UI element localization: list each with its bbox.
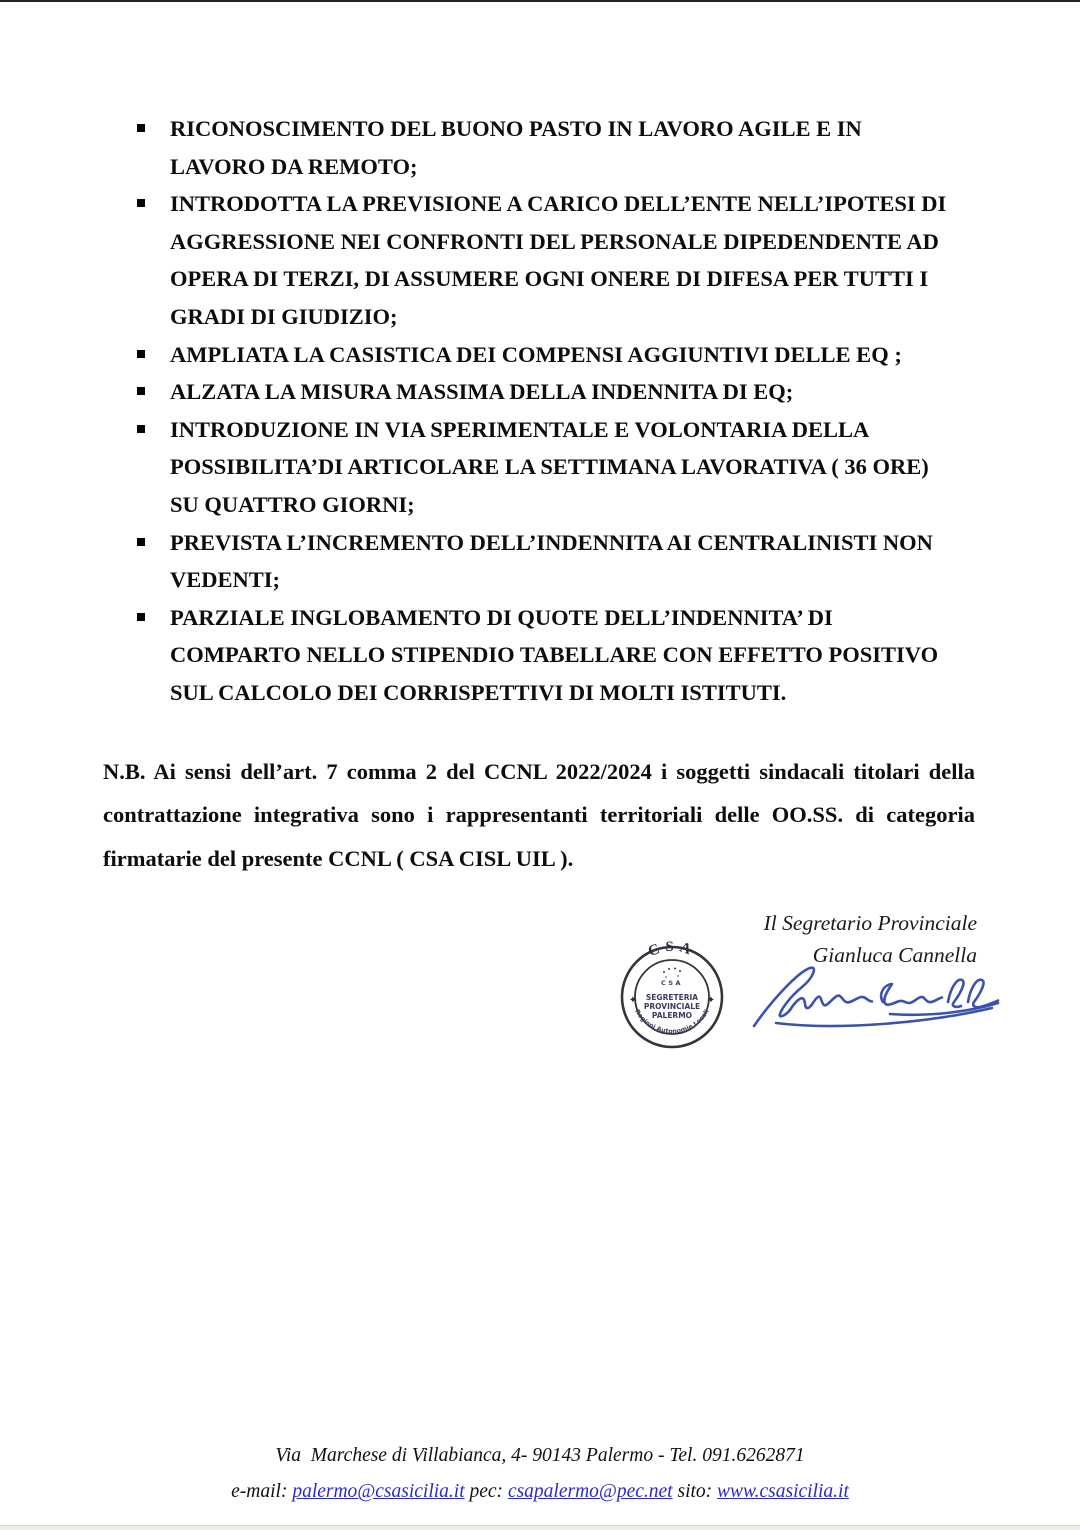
stamp-star-left-icon: ✦ [628,995,638,1006]
list-item-text: ALZATA LA MISURA MASSIMA DELLA INDENNITA DI EQ; [170,379,794,405]
list-item [170,524,951,599]
bullet-square-icon [137,199,145,207]
footer-contacts [0,1474,1080,1510]
bullet-square-icon [137,538,145,546]
bullet-square-icon [137,350,145,358]
list-item-text: PARZIALE INGLOBAMENTO DI QUOTE DELL’INDENNITA’ DI COMPARTO NELLO STIPENDIO TABELLARE CON EFFETTO POSITIVO SUL CALCOLO DEI CORRISPETTIVI DI MOLTI ISTITUTI. [170,604,939,705]
handwritten-signature [740,956,1004,1050]
list-item-text: INTRODUZIONE IN VIA SPERIMENTALE E VOLONTARIA DELLA POSSIBILITA’DI ARTICOLARE LA SETTIMANA LAVORATIVA ( 36 ORE) SU QUATTRO GIORNI; [170,416,929,517]
list-item [170,373,951,411]
csa-provincial-stamp-icon [617,941,727,1053]
stamp-org-text: CSA [646,941,698,960]
footer-address: Via Marchese di Villabianca, 4- 90143 Palermo - Tel. 091.6262871 [275,1445,805,1466]
list-item-text: PREVISTA L’INCREMENTO DELL’INDENNITA AI CENTRALINISTI NON VEDENTI; [170,529,933,593]
footer-sito-link[interactable]: www.csasicilia.it [717,1481,849,1502]
list-item [170,599,951,712]
footer-email-label: e-mail: [231,1481,288,1502]
page-bottom-edge [0,1525,1080,1530]
bullet-square-icon [137,387,145,395]
stamp-line3: PALERMO [651,1011,693,1020]
stamp-bottom-arc-text: Regioni Autonomie Locali [633,1008,711,1036]
list-item [170,185,951,335]
bullet-list [103,110,975,712]
svg-text:CSA [646,941,698,960]
footer-pec-label: pec: [469,1481,504,1502]
footer-email-link[interactable]: palermo@csasicilia.it [292,1481,465,1502]
list-item [170,411,951,524]
stamp-inner-logo [661,968,683,988]
list-item [170,110,951,185]
bullet-square-icon [137,425,145,433]
footer-sito-label: sito: [677,1481,713,1502]
stamp-star-right-icon: ✦ [706,995,716,1006]
bullet-square-icon [137,613,145,621]
stamp-line2: PROVINCIALE [643,1002,701,1011]
list-item [170,336,951,374]
page-footer [0,1438,1080,1510]
list-item-text: RICONOSCIMENTO DEL BUONO PASTO IN LAVORO AGILE E IN LAVORO DA REMOTO; [170,116,862,179]
list-item-text: INTRODOTTA LA PREVISIONE A CARICO DELL’ENTE NELL’IPOTESI DI AGGRESSIONE NEI CONFRONTI DEL PERSONALE DIPEDENDENTE AD OPERA DI TERZI, DI ASSUMERE OGNI ONERE DI DIFESA PER TUTTI I GRADI DI GIUDIZIO; [170,191,947,329]
list-item-text: AMPLIATA LA CASISTICA DEI COMPENSI AGGIUNTIVI DELLE EQ ; [170,341,902,367]
stamp-inner-logo-text: CSA [660,979,684,987]
signatory-name: Gianluca Cannella [812,943,977,967]
signature-strokes [754,968,998,1026]
bullet-square-icon [137,124,145,132]
nb-paragraph: N.B. Ai sensi dell’art. 7 comma 2 del CCNL 2022/2024 i soggetti sindacali titolari della contrattazione integrativa sono i rappresentanti territoriali delle OO.SS. di categoria firmatarie del presente CCNL ( CSA CISL UIL ). [103,758,975,871]
footer-pec-link[interactable]: csapalermo@pec.net [507,1481,673,1502]
stamp-line1: SEGRETERIA [645,993,699,1002]
signatory-title: Il Segretario Provinciale [763,911,977,935]
